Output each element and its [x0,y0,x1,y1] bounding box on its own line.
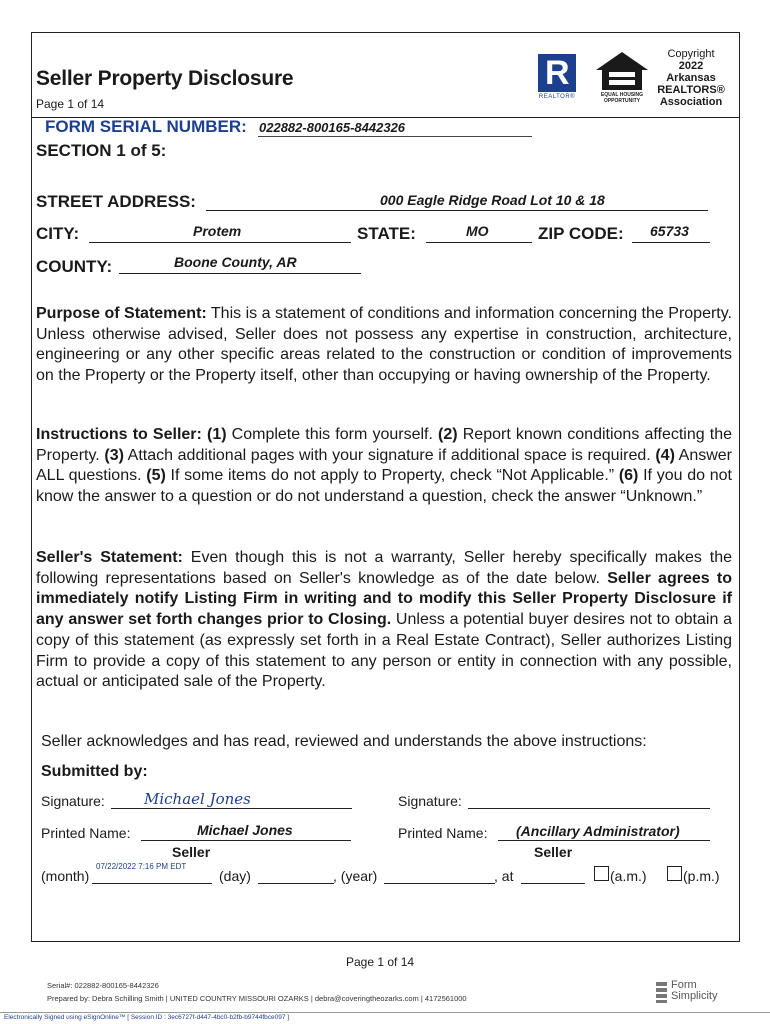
right-printed-name-label: Printed Name: [398,825,488,841]
year-label: , (year) [333,868,378,884]
serial-number-value: 022882-800165-8442326 [259,120,406,135]
city-label: CITY: [36,224,80,243]
esign-divider [0,1012,770,1013]
city-field[interactable]: Protem [193,223,242,239]
am-label: (a.m.) [610,868,647,884]
esign-session-notice: Electronically Signed using eSignOnline™ [ Session ID : 3ec6727f-d447-4bc0-b2fb-b9744fbce097 ] [4,1014,290,1021]
brand-line-simplicity: Simplicity [671,990,718,1002]
county-field[interactable]: Boone County, AR [174,254,297,270]
zip-code-underline [632,242,710,243]
right-signature-label: Signature: [398,793,462,809]
footer-prepared-by: Prepared by: Debra Schilling Smith | UNITED COUNTRY MISSOURI OZARKS | debra@coveringtheozarks.com | 4172561000 [47,994,467,1003]
street-address-field[interactable]: 000 Eagle Ridge Road Lot 10 & 18 [380,192,605,208]
right-signature-underline [468,808,710,809]
pm-label: (p.m.) [683,868,720,884]
signing-timestamp: 07/22/2022 7:16 PM EDT [96,862,187,871]
left-printed-name-label: Printed Name: [41,825,131,841]
formsimplicity-logo [656,980,736,1006]
at-label: , at [494,868,514,884]
realtor-r-icon: R [538,54,576,92]
right-seller-role: Seller [534,844,573,860]
left-signature-label: Signature: [41,793,105,809]
state-underline [426,242,532,243]
left-signature-field[interactable]: Michael Jones [144,790,251,808]
page-indicator: Page 1 of 14 [36,97,105,111]
realtor-logo [535,54,579,100]
zip-code-field[interactable]: 65733 [650,223,689,239]
month-field[interactable] [92,883,212,884]
document-stack-icon [656,982,669,1004]
form-title: Seller Property Disclosure [36,67,294,90]
acknowledgement-text: Seller acknowledges and has read, reviewed and understands the above instructions: [41,733,647,750]
footer-serial: Serial#: 022882-800165-8442326 [47,981,159,990]
day-field[interactable] [258,883,334,884]
sellers-statement: Seller's Statement: Even though this is not a warranty, Seller hereby specifically makes the following representations based on Seller's knowledge as of the date below. Seller agrees to immediately notify Listing Firm in writing and to modify this Seller Property Disclosure if any answer set forth changes prior to Closing. Unless a potential buyer desires not to obtain a copy of this statement (as expressly set forth in a Real Estate Contract), Seller authorizes Listing Firm to provide a copy of this statement to any person or entity in connection with any possible, actual or anticipated sale of the Property. [36,549,733,691]
left-printed-name-underline [141,840,351,841]
time-field[interactable] [521,883,585,884]
day-label: (day) [219,868,251,884]
serial-number-label: FORM SERIAL NUMBER: [45,117,247,136]
state-label: STATE: [357,224,416,243]
year-field[interactable] [384,883,495,884]
realtor-label: REALTOR® [538,94,576,100]
zip-code-label: ZIP CODE: [538,224,624,243]
section-heading: SECTION 1 of 5: [36,141,167,160]
equal-housing-logo [594,50,650,106]
county-label: COUNTY: [36,257,113,276]
left-seller-role: Seller [172,844,211,860]
am-checkbox[interactable] [594,866,609,881]
equal-housing-label: EQUAL HOUSING OPPORTUNITY [600,92,644,104]
state-field[interactable]: MO [466,223,489,239]
submitted-by-heading: Submitted by: [41,763,148,780]
right-printed-name-field[interactable]: (Ancillary Administrator) [516,823,680,839]
brand-line-form: Form [671,979,697,991]
copyright-notice: Copyright 2022 Arkansas REALTORS® Association [657,48,725,108]
serial-number-underline [258,136,532,137]
left-signature-underline [111,808,352,809]
purpose-of-statement: Purpose of Statement: This is a statement of conditions and information concerning the Property. Unless otherwise advised, Seller does not possess any expertise in construction, architecture, engineering or any other specific areas related to the construction or condition of improvements on the Property or the Property itself, other than occupying or having ownership of the Property. [36,305,732,385]
left-printed-name-field[interactable]: Michael Jones [197,822,293,838]
instructions-to-seller: Instructions to Seller: (1) Complete this form yourself. (2) Report known conditions affecting the Property. (3) Attach additional pages with your signature if additional space is required. (4) Answer ALL questions. (5) If some items do not apply to Property, check “Not Applicable.” (6) If you do not know the answer to a question or do not understand a question, check the answer “Unknown.” [36,426,733,506]
city-underline [89,242,351,243]
footer-page-indicator: Page 1 of 14 [346,955,415,969]
month-label: (month) [41,868,90,884]
street-address-underline [206,210,708,211]
equal-housing-house-icon [594,50,650,92]
pm-checkbox[interactable] [667,866,682,881]
right-printed-name-underline [498,840,710,841]
county-underline [119,273,361,274]
street-address-label: STREET ADDRESS: [36,192,196,211]
